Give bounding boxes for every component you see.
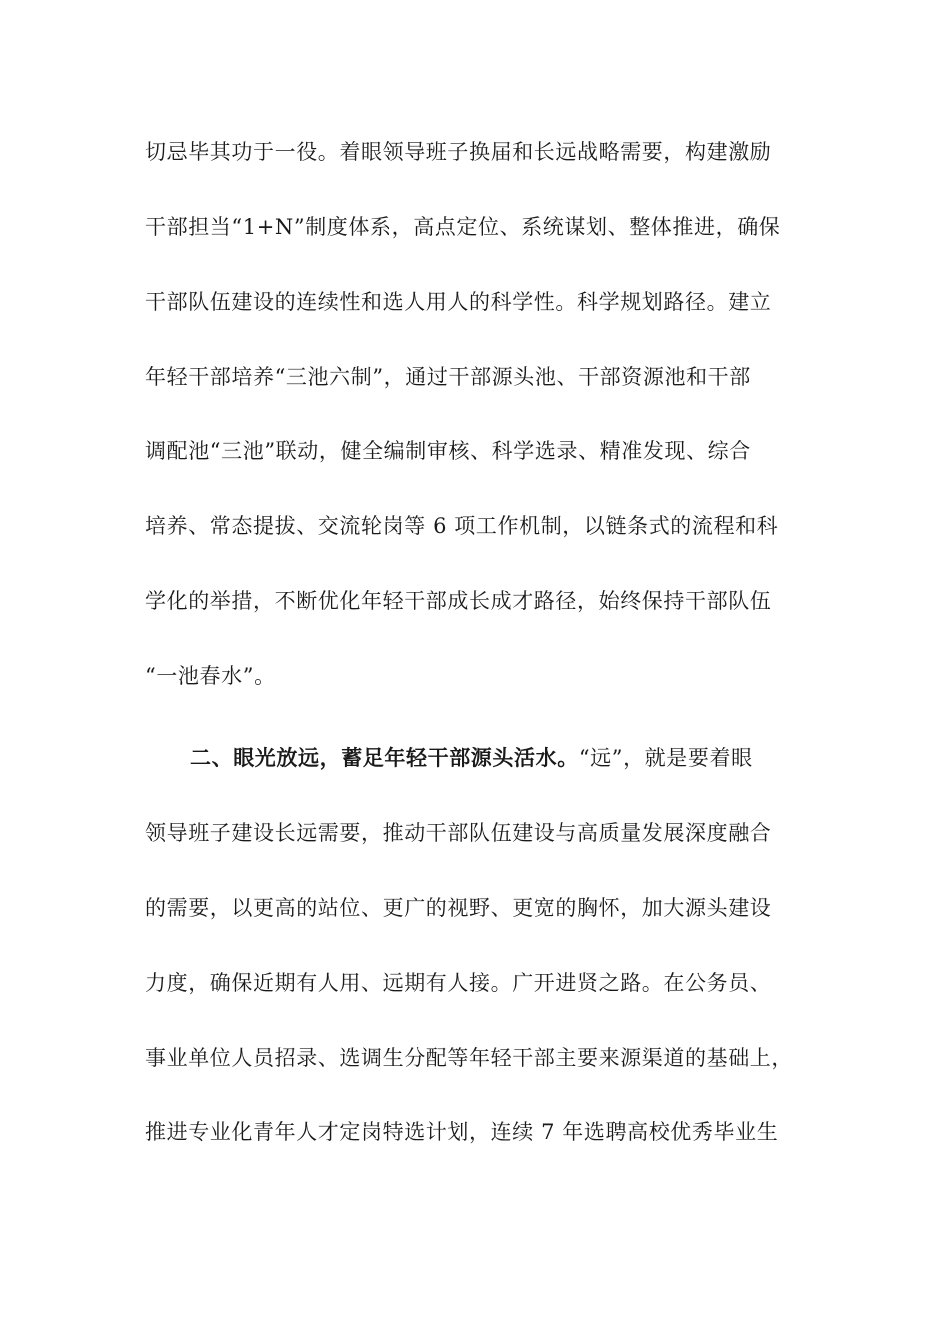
paragraph-2-line: 力度，确保近期有人用、远期有人接。广开进贤之路。在公务员、: [145, 971, 772, 995]
paragraph-1-line: “一池春水”。: [145, 664, 276, 688]
paragraph-1-line: 切忌毕其功于一役。着眼领导班子换届和长远战略需要，构建激励: [145, 140, 772, 164]
paragraph-1-line: 学化的举措，不断优化年轻干部成长成才路径，始终保持干部队伍: [145, 589, 772, 613]
paragraph-2-line: 领导班子建设长远需要，推动干部队伍建设与高质量发展深度融合: [145, 821, 772, 845]
paragraph-2-line: 的需要，以更高的站位、更广的视野、更宽的胸怀，加大源头建设: [145, 896, 772, 920]
paragraph-2-line: 推进专业化青年人才定岗特选计划，连续 7 年选聘高校优秀毕业生: [145, 1120, 779, 1144]
paragraph-2-first-line: [190, 743, 805, 773]
paragraph-1-line: 调配池“三池”联动，健全编制审核、科学选录、精准发现、综合: [145, 439, 751, 463]
paragraph-1-line: 年轻干部培养“三池六制”，通过干部源头池、干部资源池和干部: [145, 365, 751, 389]
paragraph-2-first-line-text: “远”，就是要着眼: [578, 746, 753, 770]
paragraph-1-line: 干部担当“1+N”制度体系，高点定位、系统谋划、整体推进，确保: [145, 215, 781, 239]
paragraph-2-line: 事业单位人员招录、选调生分配等年轻干部主要来源渠道的基础上，: [145, 1046, 793, 1070]
paragraph-1-line: 干部队伍建设的连续性和选人用人的科学性。科学规划路径。建立: [145, 290, 772, 314]
paragraph-1-line: 培养、常态提拔、交流轮岗等 6 项工作机制，以链条式的流程和科: [145, 514, 779, 538]
section-heading: 二、眼光放远，蓄足年轻干部源头活水。: [190, 745, 579, 770]
